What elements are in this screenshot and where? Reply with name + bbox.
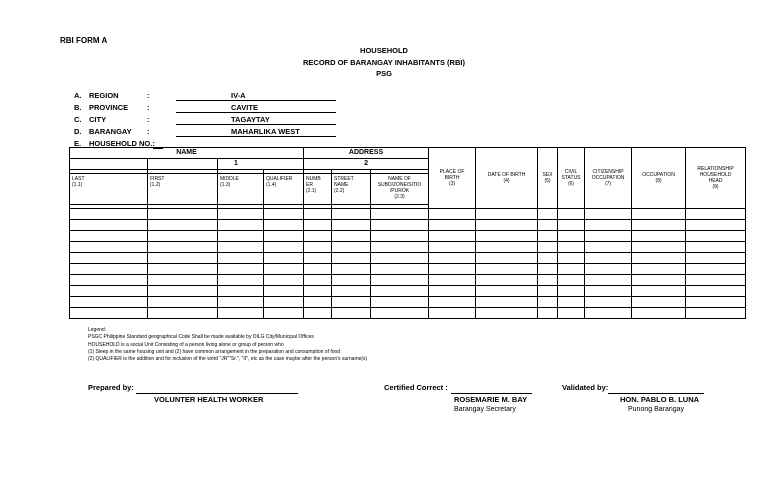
table-cell[interactable] — [70, 242, 148, 253]
header-line: (1.4) — [266, 182, 277, 188]
table-cell[interactable] — [538, 286, 558, 297]
info-underline — [176, 124, 336, 125]
info-label: PROVINCE — [89, 103, 129, 112]
table-cell[interactable] — [264, 297, 304, 308]
table-cell[interactable] — [429, 209, 476, 220]
table-cell[interactable] — [304, 231, 332, 242]
table-cell[interactable] — [148, 220, 218, 231]
table-cell[interactable] — [585, 242, 632, 253]
table-cell[interactable] — [632, 264, 686, 275]
table-cell[interactable] — [686, 308, 746, 319]
info-letter: D. — [74, 127, 82, 136]
table-cell[interactable] — [148, 253, 218, 264]
blank-cell — [148, 159, 218, 170]
table-cell[interactable] — [632, 308, 686, 319]
validated-name: HON. PABLO B. LUNA — [620, 395, 700, 404]
header-line: HEAD — [708, 178, 723, 184]
title-psg: PSG — [376, 69, 392, 78]
column-header-8 — [632, 148, 686, 209]
header-line: CIVIL — [564, 169, 578, 175]
header-line: MIDDLE — [220, 176, 239, 182]
table-cell[interactable] — [371, 297, 429, 308]
table-cell[interactable] — [585, 220, 632, 231]
table-cell[interactable] — [371, 253, 429, 264]
header-line: NAME OF — [388, 176, 411, 182]
table-cell[interactable] — [332, 231, 371, 242]
header-line: (1.3) — [220, 182, 231, 188]
table-cell[interactable] — [264, 275, 304, 286]
table-cell[interactable] — [264, 264, 304, 275]
table-cell[interactable] — [371, 264, 429, 275]
table-cell[interactable] — [558, 231, 585, 242]
table-cell[interactable] — [332, 209, 371, 220]
table-cell[interactable] — [264, 209, 304, 220]
header-line: BIRTH — [444, 175, 460, 181]
table-cell[interactable] — [332, 264, 371, 275]
table-cell[interactable] — [70, 231, 148, 242]
table-cell[interactable] — [476, 286, 538, 297]
table-cell[interactable] — [304, 264, 332, 275]
blank-cell — [70, 159, 148, 170]
table-cell[interactable] — [538, 264, 558, 275]
info-colon: : — [147, 115, 150, 124]
table-cell[interactable] — [632, 209, 686, 220]
table-cell[interactable] — [264, 242, 304, 253]
table-cell[interactable] — [558, 286, 585, 297]
column-header-6 — [558, 148, 585, 209]
header-line: /PUROK — [389, 188, 410, 194]
table-cell[interactable] — [218, 242, 264, 253]
table-cell[interactable] — [476, 220, 538, 231]
legend-line: Legend: — [88, 327, 107, 333]
header-line: NAME — [334, 182, 349, 188]
table-cell[interactable] — [632, 297, 686, 308]
table-cell[interactable] — [70, 220, 148, 231]
table-cell[interactable] — [538, 209, 558, 220]
table-cell[interactable] — [148, 264, 218, 275]
table-cell[interactable] — [558, 308, 585, 319]
info-letter: B. — [74, 103, 82, 112]
table-cell[interactable] — [429, 220, 476, 231]
table-cell[interactable] — [218, 264, 264, 275]
header-line: STATUS — [561, 175, 581, 181]
table-cell[interactable] — [70, 297, 148, 308]
table-cell[interactable] — [371, 231, 429, 242]
info-label: REGION — [89, 91, 119, 100]
table-cell[interactable] — [332, 275, 371, 286]
legend-line: PSGC Philippine Standard geographical Code Shall be made available by DILG City/Municipal Offices — [88, 334, 314, 341]
table-cell[interactable] — [304, 242, 332, 253]
table-cell[interactable] — [476, 253, 538, 264]
form-id: RBI FORM A — [60, 36, 108, 45]
table-cell[interactable] — [558, 253, 585, 264]
table-cell[interactable] — [70, 286, 148, 297]
column-header-5 — [538, 148, 558, 209]
table-cell[interactable] — [476, 308, 538, 319]
table-cell[interactable] — [218, 220, 264, 231]
table-cell[interactable] — [686, 253, 746, 264]
table-cell[interactable] — [304, 286, 332, 297]
info-letter: A. — [74, 91, 82, 100]
table-cell[interactable] — [585, 275, 632, 286]
header-line: (7) — [604, 181, 612, 187]
table-cell[interactable] — [148, 275, 218, 286]
table-cell[interactable] — [429, 275, 476, 286]
table-cell[interactable] — [476, 209, 538, 220]
table-cell[interactable] — [632, 253, 686, 264]
table-cell[interactable] — [585, 286, 632, 297]
validated-line[interactable] — [608, 393, 704, 394]
info-underline — [176, 100, 336, 101]
header-line: (2.3) — [394, 194, 405, 200]
certified-label: Certified Correct : — [384, 383, 448, 392]
certified-line[interactable] — [451, 393, 532, 394]
header-line: (5) — [544, 178, 551, 184]
name-col-header — [218, 174, 264, 205]
table-cell[interactable] — [332, 220, 371, 231]
name-col-header — [148, 174, 218, 205]
table-cell[interactable] — [686, 231, 746, 242]
table-cell[interactable] — [429, 242, 476, 253]
info-letter: C. — [74, 115, 82, 124]
header-line: (2.2) — [334, 188, 345, 194]
certified-role: Barangay Secretary — [454, 406, 516, 413]
table-cell[interactable] — [686, 297, 746, 308]
table-cell[interactable] — [558, 297, 585, 308]
info-label: HOUSEHOLD NO.: — [89, 139, 155, 148]
table-cell[interactable] — [70, 209, 148, 220]
table-cell[interactable] — [476, 242, 538, 253]
table-cell[interactable] — [70, 264, 148, 275]
table-cell[interactable] — [371, 209, 429, 220]
info-colon: : — [147, 91, 150, 100]
table-cell[interactable] — [686, 220, 746, 231]
table-cell[interactable] — [429, 231, 476, 242]
header-line: QUALIFIER — [266, 176, 293, 182]
table-row — [70, 242, 746, 253]
table-cell[interactable] — [264, 286, 304, 297]
table-cell[interactable] — [538, 242, 558, 253]
table-cell[interactable] — [686, 242, 746, 253]
info-label: BARANGAY — [89, 127, 132, 136]
table-cell[interactable] — [632, 275, 686, 286]
table-cell[interactable] — [304, 297, 332, 308]
table-cell[interactable] — [538, 253, 558, 264]
table-cell[interactable] — [371, 286, 429, 297]
table-cell[interactable] — [585, 264, 632, 275]
table-cell[interactable] — [148, 297, 218, 308]
header-line: HOUSEHOLD — [699, 172, 732, 178]
table-cell[interactable] — [558, 209, 585, 220]
table-cell[interactable] — [429, 253, 476, 264]
table-cell[interactable] — [429, 286, 476, 297]
table-row — [70, 297, 746, 308]
table-cell[interactable] — [264, 231, 304, 242]
header-line: LAST — [72, 176, 85, 182]
table-cell[interactable] — [264, 308, 304, 319]
address-col-header — [304, 174, 332, 205]
header-line: ER — [306, 182, 313, 188]
table-cell[interactable] — [70, 275, 148, 286]
table-cell[interactable] — [558, 264, 585, 275]
table-cell[interactable] — [148, 308, 218, 319]
table-cell[interactable] — [332, 253, 371, 264]
legend-line: (2) QUALIFIER is the addition and for inclusion of the word "JR""Sr.", "II", etc as the case maybe after the person's surname(s) — [88, 356, 368, 363]
header-line: (8) — [655, 178, 662, 184]
table-row — [70, 209, 746, 220]
prepared-by-line[interactable] — [136, 393, 298, 394]
validated-label: Validated by: — [562, 383, 609, 392]
table-cell[interactable] — [148, 242, 218, 253]
table-cell[interactable] — [218, 209, 264, 220]
legend-line: (1) Sleep in the same housing unit and (2) have common arrangement in the preparation and consumption of food — [88, 348, 341, 355]
info-value[interactable]: TAGAYTAY — [231, 115, 270, 124]
table-cell[interactable] — [371, 275, 429, 286]
table-cell[interactable] — [538, 297, 558, 308]
header-line: (4) — [503, 178, 510, 184]
table-cell[interactable] — [218, 275, 264, 286]
header-line: OCCUPATION — [591, 175, 625, 181]
info-label: CITY — [89, 115, 107, 124]
table-cell[interactable] — [218, 253, 264, 264]
header-line: (2.1) — [306, 188, 317, 194]
table-cell[interactable] — [304, 308, 332, 319]
table-cell[interactable] — [264, 220, 304, 231]
info-colon: : — [147, 127, 150, 136]
table-cell[interactable] — [304, 209, 332, 220]
table-row — [70, 275, 746, 286]
table-cell[interactable] — [585, 308, 632, 319]
table-cell[interactable] — [218, 297, 264, 308]
header-row-groups — [70, 148, 746, 159]
certified-name: ROSEMARIE M. BAY — [454, 395, 528, 404]
table-cell[interactable] — [686, 264, 746, 275]
table-cell[interactable] — [632, 220, 686, 231]
table-cell[interactable] — [304, 275, 332, 286]
info-colon: : — [147, 103, 150, 112]
table-cell[interactable] — [371, 308, 429, 319]
table-row — [70, 264, 746, 275]
header-line: SEX — [542, 172, 553, 178]
name-number: 1 — [218, 159, 304, 170]
table-cell[interactable] — [686, 286, 746, 297]
title-household: HOUSEHOLD — [360, 46, 408, 55]
info-underline — [176, 112, 336, 113]
header-line: (1.1) — [72, 182, 83, 188]
info-underline — [176, 136, 336, 137]
header-line: (1.2) — [150, 182, 161, 188]
table-cell[interactable] — [332, 286, 371, 297]
column-header-4 — [476, 148, 538, 209]
header-line: SUBD/ZONE/SITIO — [377, 182, 422, 188]
header-line: STREET — [334, 176, 354, 182]
table-cell[interactable] — [585, 297, 632, 308]
address-header: ADDRESS — [304, 148, 429, 159]
table-cell[interactable] — [476, 297, 538, 308]
table-cell[interactable] — [476, 275, 538, 286]
address-col-header — [371, 174, 429, 205]
table-cell[interactable] — [332, 308, 371, 319]
header-line: (3) — [448, 181, 456, 187]
table-cell[interactable] — [686, 275, 746, 286]
table-cell[interactable] — [538, 231, 558, 242]
table-cell[interactable] — [148, 231, 218, 242]
column-header-3 — [429, 148, 476, 209]
table-cell[interactable] — [304, 253, 332, 264]
table-cell[interactable] — [538, 220, 558, 231]
table-cell[interactable] — [218, 286, 264, 297]
info-value[interactable]: MAHARLIKA WEST — [231, 127, 300, 136]
name-col-header — [264, 174, 304, 205]
header-line: RELATIONSHIP — [697, 166, 734, 172]
table-cell[interactable] — [70, 253, 148, 264]
table-cell[interactable] — [585, 231, 632, 242]
address-number: 2 — [304, 159, 429, 170]
table-cell[interactable] — [148, 286, 218, 297]
table-cell[interactable] — [429, 297, 476, 308]
table-cell[interactable] — [476, 264, 538, 275]
rbi-table — [69, 147, 746, 319]
header-line: (6) — [567, 181, 575, 187]
header-line: NUMB — [306, 176, 321, 182]
info-value[interactable]: CAVITE — [231, 103, 258, 112]
table-cell[interactable] — [585, 253, 632, 264]
table-row — [70, 231, 746, 242]
header-line: OCCUPATION — [642, 172, 675, 178]
table-cell[interactable] — [585, 209, 632, 220]
table-cell[interactable] — [632, 286, 686, 297]
prepared-by-role: VOLUNTER HEALTH WORKER — [154, 395, 264, 404]
table-cell[interactable] — [304, 220, 332, 231]
table-cell[interactable] — [332, 297, 371, 308]
table-cell[interactable] — [538, 308, 558, 319]
column-header-7 — [585, 148, 632, 209]
legend-line: HOUSEHOLD is a social Unit Consisting of a person living alone or group of person who — [88, 341, 284, 348]
table-cell[interactable] — [332, 242, 371, 253]
prepared-by-label: Prepared by: — [88, 383, 134, 392]
header-line: CITIZENSHIP — [592, 169, 624, 175]
table-cell[interactable] — [264, 253, 304, 264]
title-rbi: RECORD OF BARANGAY INHABITANTS (RBI) — [303, 58, 465, 67]
table-row — [70, 253, 746, 264]
table-cell[interactable] — [429, 308, 476, 319]
table-cell[interactable] — [632, 231, 686, 242]
info-letter: E. — [74, 139, 82, 148]
column-header-9 — [686, 148, 746, 209]
table-cell[interactable] — [371, 220, 429, 231]
table-cell[interactable] — [148, 209, 218, 220]
table-cell[interactable] — [558, 275, 585, 286]
table-cell[interactable] — [686, 209, 746, 220]
table-cell[interactable] — [218, 231, 264, 242]
info-value[interactable]: IV-A — [231, 91, 246, 100]
table-cell[interactable] — [538, 275, 558, 286]
name-col-header — [70, 174, 148, 205]
header-line: FIRST — [150, 176, 165, 182]
table-cell[interactable] — [558, 242, 585, 253]
table-cell[interactable] — [476, 231, 538, 242]
table-row — [70, 286, 746, 297]
table-row — [70, 220, 746, 231]
table-cell[interactable] — [632, 242, 686, 253]
table-cell[interactable] — [371, 242, 429, 253]
header-line: PLACE OF — [439, 169, 465, 175]
table-cell[interactable] — [558, 220, 585, 231]
header-line: DATE OF BIRTH — [487, 172, 526, 178]
name-header: NAME — [70, 148, 304, 159]
table-row — [70, 308, 746, 319]
header-line: (9) — [712, 184, 719, 190]
table-cell[interactable] — [70, 308, 148, 319]
validated-role: Punong Barangay — [628, 406, 685, 413]
table-cell[interactable] — [429, 264, 476, 275]
table-cell[interactable] — [218, 308, 264, 319]
address-col-header — [332, 174, 371, 205]
